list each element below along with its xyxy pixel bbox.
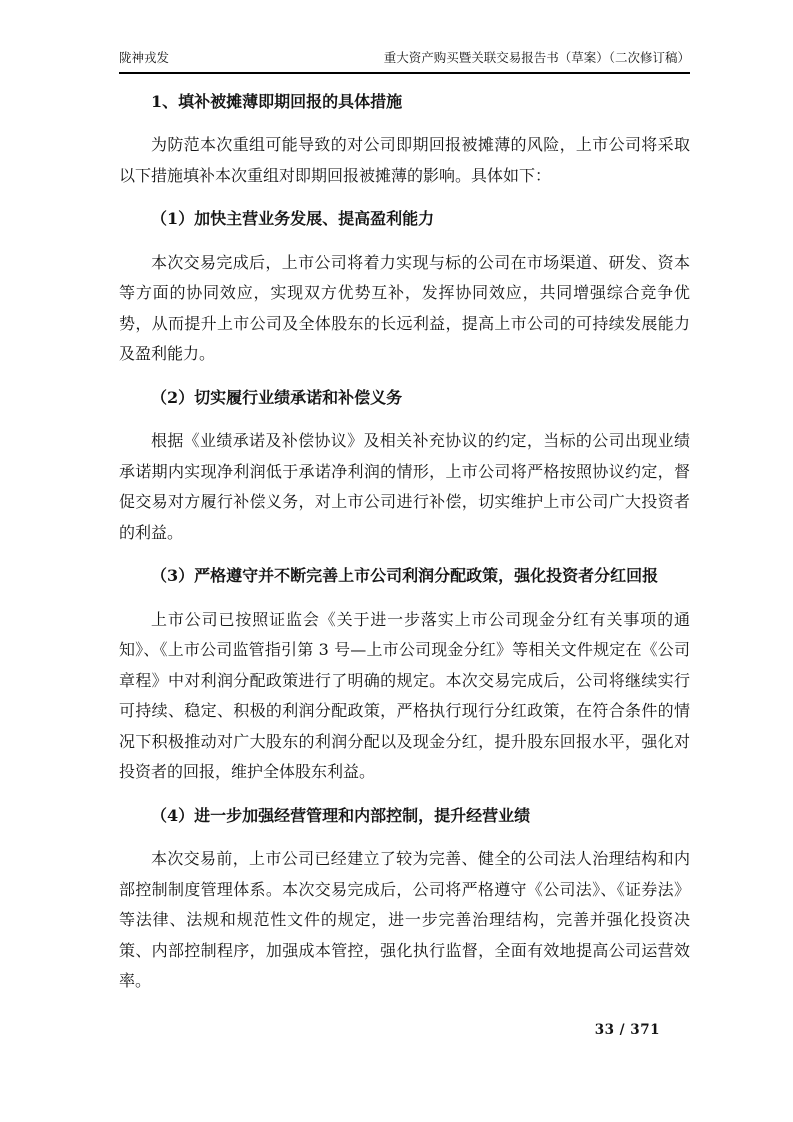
measure-1-paragraph: 本次交易完成后，上市公司将着力实现与标的公司在市场渠道、研发、资本等方面的协同效应，实现双方优势互补，发挥协同效应，共同增强综合竞争优势，从而提升上市公司及全体股东的长远利益，提高上市公司的可持续发展能力及盈利能力。 [119, 252, 690, 364]
header-company-name: 陇神戎发 [119, 50, 170, 65]
measure-2-heading: （2）切实履行业绩承诺和补偿义务 [151, 387, 403, 407]
measure-3-paragraph: 上市公司已按照证监会《关于进一步落实上市公司现金分红有关事项的通知》、《上市公司监管指引第 3 号—上市公司现金分红》等相关文件规定在《公司章程》中对利润分配政策进行了明确的规定。本次交易完成后，公司将继续实行可持续、稳定、积极的利润分配政策，严格执行现行分红政策，在符合条件的情况下积极推动对广大股东的利润分配以及现金分红，提升股东回报水平，强化对投资者的回报，维护全体股东利益。 [119, 609, 690, 782]
measure-2-paragraph: 根据《业绩承诺及补偿协议》及相关补充协议的约定，当标的公司出现业绩承诺期内实现净利润低于承诺净利润的情形，上市公司将严格按照协议约定，督促交易对方履行补偿义务，对上市公司进行补偿，切实维护上市公司广大投资者的利益。 [119, 431, 690, 542]
measure-1-heading: （1）加快主营业务发展、提高盈利能力 [151, 209, 435, 229]
page-header [119, 50, 690, 74]
measure-4-heading: （4）进一步加强经营管理和内部控制，提升经营业绩 [151, 805, 531, 825]
document-content [119, 87, 690, 997]
measure-4-paragraph: 本次交易前，上市公司已经建立了较为完善、健全的公司法人治理结构和内部控制制度管理体系。本次交易完成后，公司将严格遵守《公司法》、《证券法》等法律、法规和规范性文件的规定，进一步完善治理结构，完善并强化投资决策、内部控制程序，加强成本管控，强化执行监督，全面有效地提高公司运营效率。 [119, 849, 690, 991]
measure-3-heading: （3）严格遵守并不断完善上市公司利润分配政策，强化投资者分红回报 [151, 566, 659, 586]
section-title: 1、填补被摊薄即期回报的具体措施 [151, 91, 403, 111]
header-report-title: 重大资产购买暨关联交易报告书（草案）（二次修订稿） [383, 50, 690, 65]
intro-paragraph: 为防范本次重组可能导致的对公司即期回报被摊薄的风险，上市公司将采取以下措施填补本次重组对即期回报被摊薄的影响。具体如下： [119, 135, 690, 185]
page-number: 33 / 371 [594, 1022, 660, 1038]
